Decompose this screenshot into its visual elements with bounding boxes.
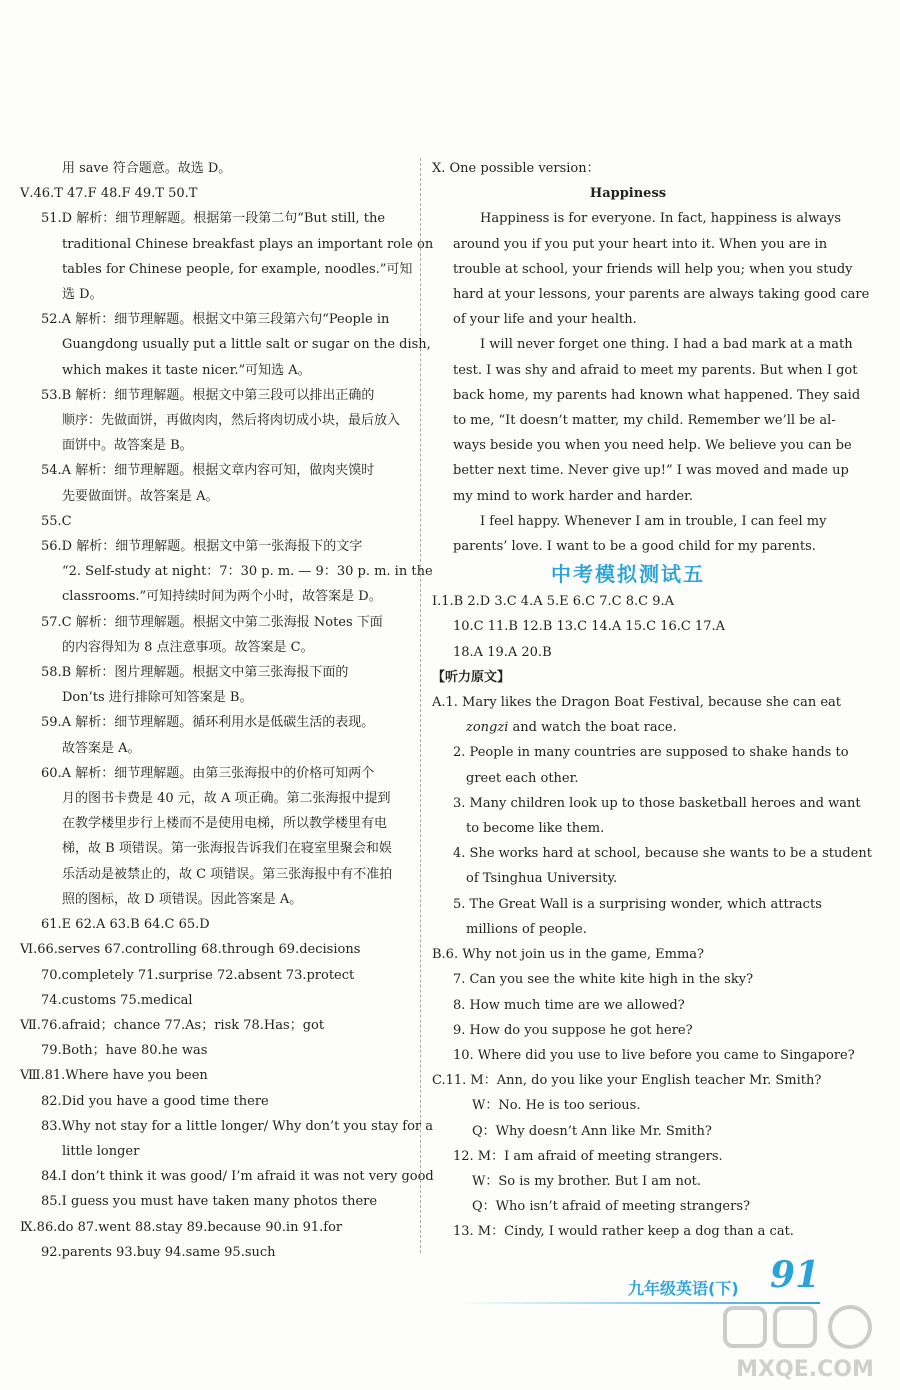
- answer-explanation-line: 83.Why not stay for a little longer/ Why don’t you stay for a: [41, 1118, 434, 1134]
- right-column: [432, 156, 872, 1245]
- listening-line: 9. How do you suppose he got here?: [453, 1022, 693, 1038]
- essay-line: trouble at school, your friends will help you; when you study: [453, 261, 853, 277]
- answer-explanation-line: 85.I guess you must have taken many photos there: [41, 1194, 378, 1210]
- answer-explanation-line: 79.Both；have 80.he was: [41, 1043, 208, 1059]
- answer-explanation-line: classrooms.”可知持续时间为两个小时，故答案是 D。: [62, 589, 382, 605]
- answer-explanation-line: 在教学楼里步行上楼而不是使用电梯，所以教学楼里有电: [62, 816, 388, 832]
- listening-line: C.11. M：Ann, do you like your English teacher Mr. Smith?: [432, 1073, 822, 1089]
- answer-explanation-line: 故答案是 A。: [62, 740, 141, 756]
- listening-line: 10. Where did you use to live before you came to Singapore?: [453, 1047, 855, 1063]
- writing-intro: Ⅹ. One possible version：: [432, 161, 600, 176]
- answer-explanation-line: Ⅶ.76.afraid；chance 77.As；risk 78.Has；got: [20, 1017, 325, 1033]
- essay-line: back home, my parents had known what happened. They said: [453, 387, 861, 403]
- answer-key-line: 10.C 11.B 12.B 13.C 14.A 15.C 16.C 17.A: [453, 619, 725, 635]
- essay-line: to me, “It doesn’t matter, my child. Remember we’ll be al-: [453, 413, 836, 429]
- answer-explanation-line: “2. Self-study at night：7：30 p. m. — 9：30 p. m. in the: [62, 564, 433, 580]
- essay-line: hard at your lessons, your parents are always taking good care: [453, 287, 870, 303]
- answer-key-line: 18.A 19.A 20.B: [453, 644, 552, 660]
- footer-label: 九年级英语(下): [628, 1279, 739, 1298]
- answer-key-line: Ⅰ.1.B 2.D 3.C 4.A 5.E 6.C 7.C 8.C 9.A: [432, 594, 674, 610]
- answer-explanation-line: Don’ts 进行排除可知答案是 B。: [62, 690, 253, 706]
- answer-explanation-line: 的内容得知为 8 点注意事项。故答案是 C。: [62, 639, 314, 655]
- answer-explanation-line: 56.D 解析：细节理解题。根据文中第一张海报下的文字: [41, 539, 363, 555]
- answer-explanation-line: 用 save 符合题意。故选 D。: [62, 161, 232, 176]
- listening-line: 7. Can you see the white kite high in the sky?: [453, 972, 754, 988]
- watermark-text: MXQE.COM: [736, 1357, 874, 1382]
- answer-key: [432, 589, 824, 665]
- listening-line: of Tsinghua University.: [466, 871, 618, 887]
- listening-line: millions of people.: [466, 921, 587, 937]
- answer-explanation-line: 92.parents 93.buy 94.same 95.such: [41, 1244, 276, 1260]
- answer-explanation-line: Guangdong usually put a little salt or sugar on the dish,: [62, 337, 431, 353]
- answer-explanation-line: 57.C 解析：细节理解题。根据文中第二张海报 Notes 下面: [41, 614, 383, 630]
- essay-line: I feel happy. Whenever I am in trouble, I can feel my: [480, 513, 827, 529]
- listening-line: 4. She works hard at school, because she wants to be a student: [453, 846, 872, 862]
- listening-line: W：So is my brother. But I am not.: [472, 1173, 702, 1189]
- listening-line: 8. How much time are we allowed?: [453, 997, 685, 1013]
- listening-line: zongzi and watch the boat race.: [466, 720, 677, 736]
- essay-line: I will never forget one thing. I had a bad mark at a math: [480, 337, 853, 353]
- answer-explanation-line: Ⅸ.86.do 87.went 88.stay 89.because 90.in 91.for: [20, 1219, 343, 1235]
- answer-explanation-line: 先要做面饼。故答案是 A。: [62, 488, 219, 504]
- answer-explanation-line: which makes it taste nicer.”可知选 A。: [62, 362, 311, 378]
- answer-explanation-line: 照的图标，故 D 项错误。因此答案是 A。: [62, 891, 303, 907]
- essay-body: [432, 206, 870, 559]
- listening-line: W：No. He is too serious.: [472, 1098, 641, 1114]
- listening-line: 12. M：I am afraid of meeting strangers.: [453, 1148, 723, 1164]
- answer-explanation-line: Ⅴ.46.T 47.F 48.F 49.T 50.T: [20, 186, 198, 202]
- answer-explanation-line: 74.customs 75.medical: [41, 992, 193, 1008]
- essay-line: parents’ love. I want to be a good child for my parents.: [453, 539, 816, 555]
- essay-line: of your life and your health.: [453, 312, 637, 328]
- answer-explanation-line: Ⅷ.81.Where have you been: [20, 1068, 208, 1084]
- answer-explanation-line: 月的图书卡费是 40 元，故 A 项正确。第二张海报中提到: [62, 791, 391, 807]
- answer-explanation-line: traditional Chinese breakfast plays an important role on: [62, 236, 434, 252]
- listening-line: B.6. Why not join us in the game, Emma?: [432, 947, 704, 963]
- listening-line: 13. M：Cindy, I would rather keep a dog than a cat.: [453, 1224, 794, 1240]
- listening-line: A.1. Mary likes the Dragon Boat Festival, because she can eat: [432, 695, 842, 711]
- answer-explanation-line: 选 D。: [62, 287, 103, 303]
- page-number: 91: [770, 1254, 821, 1296]
- essay-line: better next time. Never give up!” I was moved and made up: [453, 463, 849, 479]
- answer-explanation-line: 梯，故 B 项错误。第一张海报告诉我们在寝室里聚会和娱: [62, 841, 392, 857]
- watermark-logo: [720, 1300, 890, 1385]
- listening-transcript: [432, 690, 872, 1244]
- answer-explanation-line: 面饼中。故答案是 B。: [62, 438, 193, 454]
- answer-explanation-line: 61.E 62.A 63.B 64.C 65.D: [41, 917, 210, 933]
- listening-line: greet each other.: [466, 770, 579, 786]
- listening-line: 3. Many children look up to those basketball heroes and want: [453, 795, 861, 811]
- answer-explanation-line: tables for Chinese people, for example, noodles.”可知: [62, 261, 413, 277]
- answer-explanation-line: 60.A 解析：细节理解题。由第三张海报中的价格可知两个: [41, 765, 375, 781]
- answer-explanation-line: little longer: [62, 1143, 140, 1159]
- essay-line: my mind to work harder and harder.: [453, 488, 694, 504]
- answer-explanation-line: 70.completely 71.surprise 72.absent 73.protect: [41, 967, 355, 983]
- answer-explanation-line: 82.Did you have a good time there: [41, 1093, 269, 1109]
- answer-explanation-line: 52.A 解析：细节理解题。根据文中第三段第六句“People in: [41, 312, 390, 328]
- essay-line: ways beside you when you need help. We believe you can be: [453, 438, 852, 454]
- answer-explanation-line: 53.B 解析：细节理解题。根据文中第三段可以排出正确的: [41, 387, 375, 403]
- answer-explanation-line: 55.C: [41, 513, 72, 529]
- listening-line: Q：Who isn’t afraid of meeting strangers?: [472, 1199, 750, 1215]
- listening-line: 5. The Great Wall is a surprising wonder, which attracts: [453, 896, 822, 912]
- essay-line: test. I was shy and afraid to meet my parents. But when I got: [453, 362, 858, 378]
- answer-explanation-line: 84.I don’t think it was good/ I’m afraid it was not very good: [41, 1169, 434, 1185]
- essay-line: Happiness is for everyone. In fact, happiness is always: [480, 211, 842, 227]
- listening-line: Q：Why doesn’t Ann like Mr. Smith?: [472, 1123, 712, 1139]
- answer-explanation-line: 59.A 解析：细节理解题。循环利用水是低碳生活的表现。: [41, 715, 375, 731]
- section-title: 中考模拟测试五: [551, 562, 705, 587]
- listening-title: 【听力原文】: [432, 669, 511, 685]
- left-column: [20, 156, 434, 1265]
- answer-explanation-line: 51.D 解析：细节理解题。根据第一段第二句“But still, the: [41, 211, 386, 227]
- listening-line: to become like them.: [466, 821, 605, 837]
- essay-title: Happiness: [589, 186, 667, 202]
- answer-explanation-line: 乐活动是被禁止的，故 C 项错误。第三张海报中有不准拍: [62, 866, 393, 882]
- essay-line: around you if you put your heart into it. When you are in: [453, 236, 828, 252]
- listening-line: 2. People in many countries are supposed to shake hands to: [453, 745, 849, 761]
- answer-explanation-line: 58.B 解析：图片理解题。根据文中第三张海报下面的: [41, 665, 349, 681]
- answer-explanation-line: 54.A 解析：细节理解题。根据文章内容可知，做肉夹馍时: [41, 463, 375, 479]
- column-divider: [420, 158, 421, 1253]
- answer-explanation-line: 顺序：先做面饼，再做肉肉，然后将肉切成小块，最后放入: [62, 413, 401, 429]
- answer-explanation-line: Ⅵ.66.serves 67.controlling 68.through 69.decisions: [20, 942, 361, 958]
